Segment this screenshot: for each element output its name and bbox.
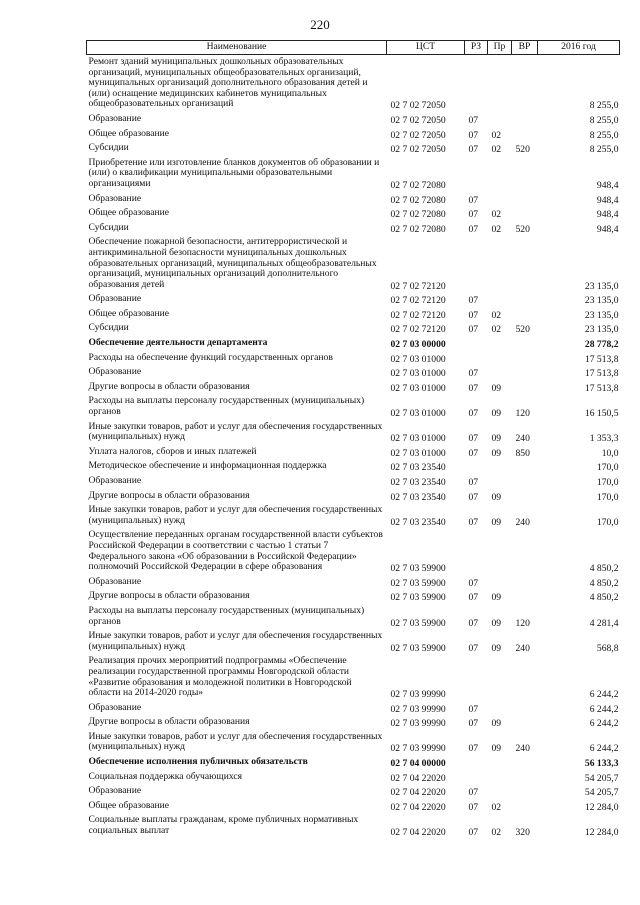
cell-name: Субсидии (88, 142, 129, 154)
cell-pr: 09 (491, 743, 502, 755)
cell-sum: 17 513,8 (584, 368, 619, 380)
cell-pr (488, 784, 512, 799)
cell-cst: 02 7 03 59900 (390, 577, 446, 589)
table-row (87, 206, 620, 221)
cell-rz: 07 (468, 447, 479, 459)
cell-cst: 02 7 02 72120 (390, 280, 446, 292)
table-row (87, 503, 620, 528)
cell-name: Социальная поддержка обучающихся (88, 770, 243, 782)
cell-name: Иные закупки товаров, работ и услуг для обеспечения государственных (муниципальных) нужд (88, 420, 383, 443)
cell-name: Образование (88, 701, 142, 713)
cell-rz (465, 55, 488, 112)
table-row (87, 459, 620, 474)
cell-vr: 520 (515, 144, 530, 156)
cell-pr (488, 701, 512, 716)
cell-vr (512, 474, 538, 489)
cell-cst: 02 7 03 59900 (390, 563, 446, 575)
cell-rz: 07 (468, 114, 479, 126)
cell-cst: 02 7 02 72050 (390, 129, 446, 141)
table-row (87, 770, 620, 785)
cell-pr: 02 (491, 309, 502, 321)
cell-rz (465, 528, 488, 574)
table-body (87, 55, 620, 839)
cell-cst: 02 7 03 01000 (390, 447, 446, 459)
cell-cst: 02 7 04 22020 (390, 827, 446, 839)
cell-sum: 948,4 (596, 209, 619, 221)
cell-sum: 8 255,0 (589, 114, 619, 126)
table-row (87, 307, 620, 322)
cell-name: Субсидии (88, 322, 129, 334)
table-row (87, 235, 620, 292)
cell-rz: 07 (468, 295, 479, 307)
cell-cst: 02 7 02 72080 (390, 209, 446, 221)
cell-vr: 240 (515, 642, 530, 654)
cell-cst: 02 7 03 23540 (390, 462, 446, 474)
cell-sum: 1 353,3 (589, 433, 619, 445)
cell-vr (512, 235, 538, 292)
table-row (87, 141, 620, 156)
table-row (87, 604, 620, 629)
cell-cst: 02 7 02 72080 (390, 194, 446, 206)
cell-sum: 568,8 (596, 642, 619, 654)
cell-cst: 02 7 03 59900 (390, 642, 446, 654)
cell-sum: 17 513,8 (584, 353, 619, 365)
cell-sum: 170,0 (596, 477, 619, 488)
table-row (87, 589, 620, 604)
cell-name: Иные закупки товаров, работ и услуг для обеспечения государственных (муниципальных) нужд (88, 504, 383, 526)
cell-vr (512, 336, 538, 351)
cell-name: Общее образование (88, 307, 170, 319)
cell-cst: 02 7 03 23540 (390, 477, 446, 488)
cell-pr: 02 (491, 223, 502, 235)
cell-sum: 4 850,2 (589, 563, 619, 575)
cell-sum: 8 255,0 (589, 144, 619, 156)
cell-name: Осуществление переданных органам государственной власти субъектов Российской Федерации в соответствии с частью 1 статьи 7 Федерального закона «Об образовании в Российской Федерации» полномочий Российской Федерации в сфере образования (88, 529, 383, 573)
table-row (87, 755, 620, 770)
cell-name: Общее образование (88, 207, 170, 219)
table-row (87, 813, 620, 838)
cell-sum: 6 244,2 (589, 743, 619, 755)
cell-name: Методическое обеспечение и информационная поддержка (88, 460, 327, 472)
budget-table (86, 40, 620, 839)
cell-pr (488, 459, 512, 474)
cell-rz: 07 (468, 324, 479, 336)
cell-vr (512, 654, 538, 700)
cell-pr (488, 235, 512, 292)
cell-cst: 02 7 03 01000 (390, 382, 446, 394)
cell-cst: 02 7 03 99990 (390, 689, 446, 701)
cell-pr (488, 654, 512, 700)
cell-sum: 12 284,0 (584, 801, 619, 813)
cell-cst: 02 7 04 22020 (390, 801, 446, 813)
table-row (87, 336, 620, 351)
cell-vr (512, 127, 538, 142)
cell-pr: 02 (491, 827, 502, 839)
cell-sum: 23 135,0 (584, 280, 619, 292)
cell-sum: 8 255,0 (589, 129, 619, 141)
cell-rz: 07 (468, 309, 479, 321)
cell-pr: 09 (491, 447, 502, 459)
cell-rz: 07 (468, 129, 479, 141)
cell-name: Расходы на выплаты персоналу государственных (муниципальных) органов (88, 604, 365, 627)
cell-name: Расходы на выплаты персоналу государственных (муниципальных) органов (88, 395, 365, 418)
cell-name: Общее образование (88, 799, 170, 811)
table-row (87, 629, 620, 654)
cell-cst: 02 7 03 23540 (390, 491, 446, 503)
table-row (87, 292, 620, 307)
cell-vr (512, 351, 538, 366)
cell-pr (488, 755, 512, 770)
cell-name: Обеспечение исполнения публичных обязательств (88, 756, 308, 768)
cell-pr (488, 528, 512, 574)
table-row (87, 394, 620, 419)
cell-pr: 02 (491, 209, 502, 221)
table-row (87, 701, 620, 716)
cell-pr (488, 575, 512, 590)
cell-sum: 170,0 (596, 516, 619, 528)
cell-pr: 09 (491, 516, 502, 528)
cell-rz: 07 (468, 491, 479, 503)
header-year: 2016 год (538, 41, 620, 55)
cell-cst: 02 7 03 01000 (390, 408, 446, 420)
cell-sum: 170,0 (596, 491, 619, 503)
cell-rz (465, 755, 488, 770)
cell-cst: 02 7 03 23540 (390, 516, 446, 528)
cell-name: Образование (88, 475, 142, 486)
cell-pr (488, 156, 512, 192)
cell-vr (512, 755, 538, 770)
cell-name: Образование (88, 366, 142, 378)
cell-pr: 09 (491, 617, 502, 629)
header-rz: РЗ (465, 41, 488, 55)
cell-vr (512, 380, 538, 395)
table-row (87, 654, 620, 700)
cell-name: Уплата налогов, сборов и иных платежей (88, 445, 257, 457)
cell-cst: 02 7 02 72120 (390, 309, 446, 321)
cell-name: Образование (88, 192, 142, 204)
cell-vr (512, 528, 538, 574)
cell-name: Другие вопросы в области образования (88, 716, 250, 728)
cell-pr: 09 (491, 718, 502, 730)
cell-rz: 07 (468, 408, 479, 420)
table-row (87, 55, 620, 112)
cell-rz (465, 156, 488, 192)
cell-cst: 02 7 03 01000 (390, 353, 446, 365)
cell-rz: 07 (468, 827, 479, 839)
cell-vr (512, 701, 538, 716)
cell-rz: 07 (468, 592, 479, 604)
cell-pr: 09 (491, 642, 502, 654)
cell-vr: 240 (515, 743, 530, 755)
page-number: 220 (310, 17, 330, 32)
cell-name: Другие вопросы в области образования (88, 590, 250, 602)
cell-vr (512, 489, 538, 504)
cell-sum: 8 255,0 (589, 100, 619, 112)
cell-cst: 02 7 03 99990 (390, 743, 446, 755)
cell-name: Социальные выплаты гражданам, кроме публичных нормативных социальных выплат (88, 814, 359, 837)
cell-vr (512, 589, 538, 604)
cell-sum: 948,4 (596, 194, 619, 206)
cell-cst: 02 7 02 72120 (390, 324, 446, 336)
cell-rz: 07 (468, 787, 479, 799)
cell-name: Реализация прочих мероприятий подпрограммы «Обеспечение реализации государственной программы Новгородской области «Развитие образования и молодежной политики в Новгородской области на 2014-2020 годы» (88, 655, 352, 699)
cell-vr: 320 (515, 827, 530, 839)
cell-vr: 520 (515, 324, 530, 336)
cell-sum: 12 284,0 (584, 827, 619, 839)
cell-cst: 02 7 03 00000 (390, 339, 446, 351)
cell-vr (512, 192, 538, 207)
table-row (87, 575, 620, 590)
cell-cst: 02 7 04 22020 (390, 787, 446, 799)
cell-pr (488, 351, 512, 366)
cell-sum: 23 135,0 (584, 295, 619, 307)
cell-name: Образование (88, 112, 142, 124)
cell-rz: 07 (468, 617, 479, 629)
table-row (87, 420, 620, 445)
cell-vr: 240 (515, 516, 530, 528)
cell-cst: 02 7 02 72120 (390, 295, 446, 307)
table-row (87, 156, 620, 192)
table-row (87, 489, 620, 504)
cell-rz: 07 (468, 801, 479, 813)
cell-cst: 02 7 02 72050 (390, 114, 446, 126)
cell-rz: 07 (468, 477, 479, 488)
cell-sum: 17 513,8 (584, 382, 619, 394)
cell-rz: 07 (468, 144, 479, 156)
cell-rz: 07 (468, 577, 479, 589)
cell-sum: 16 150,5 (584, 408, 619, 420)
table-row (87, 784, 620, 799)
cell-rz: 07 (468, 368, 479, 380)
cell-sum: 23 135,0 (584, 309, 619, 321)
cell-rz (465, 235, 488, 292)
cell-rz: 07 (468, 516, 479, 528)
cell-pr: 09 (491, 433, 502, 445)
cell-sum: 4 850,2 (589, 592, 619, 604)
cell-pr: 09 (491, 408, 502, 420)
cell-cst: 02 7 02 72080 (390, 179, 446, 191)
cell-sum: 56 133,3 (584, 758, 619, 770)
cell-cst: 02 7 04 22020 (390, 772, 446, 784)
cell-name: Обеспечение пожарной безопасности, антитеррористической и антикриминальной безопасности муниципальных дошкольных образовательных организаций, муниципальных общеобразовательных организаций, муниципальных организаций дополнительного образования детей (88, 236, 377, 290)
cell-cst: 02 7 03 01000 (390, 368, 446, 380)
cell-rz: 07 (468, 718, 479, 730)
cell-sum: 6 244,2 (589, 703, 619, 715)
cell-name: Обеспечение деятельности департамента (88, 337, 268, 349)
cell-name: Образование (88, 575, 142, 587)
cell-vr (512, 55, 538, 112)
table-row (87, 112, 620, 127)
table-row (87, 127, 620, 142)
table-row (87, 528, 620, 574)
cell-vr: 520 (515, 223, 530, 235)
cell-pr: 02 (491, 144, 502, 156)
table-row (87, 380, 620, 395)
header-pr: Пр (488, 41, 512, 55)
cell-rz (465, 351, 488, 366)
cell-sum: 10,0 (601, 447, 619, 459)
table-row (87, 799, 620, 814)
table-row (87, 351, 620, 366)
cell-name: Иные закупки товаров, работ и услуг для обеспечения государственных (муниципальных) нужд (88, 730, 383, 753)
cell-vr (512, 799, 538, 814)
cell-rz: 07 (468, 382, 479, 394)
cell-pr (488, 55, 512, 112)
cell-rz (465, 459, 488, 474)
cell-cst: 02 7 03 99990 (390, 718, 446, 730)
cell-sum: 28 778,2 (584, 339, 619, 351)
cell-pr: 02 (491, 324, 502, 336)
header-name: Наименование (87, 41, 387, 55)
cell-vr: 120 (515, 617, 530, 629)
cell-pr (488, 192, 512, 207)
cell-rz: 07 (468, 194, 479, 206)
cell-pr: 09 (491, 592, 502, 604)
cell-sum: 4 850,2 (589, 577, 619, 589)
table-row (87, 445, 620, 460)
cell-vr (512, 770, 538, 785)
cell-cst: 02 7 03 59900 (390, 592, 446, 604)
cell-rz (465, 336, 488, 351)
cell-vr: 240 (515, 433, 530, 445)
cell-vr: 120 (515, 408, 530, 420)
table-row (87, 715, 620, 730)
cell-vr: 850 (515, 447, 530, 459)
cell-vr (512, 156, 538, 192)
cell-rz: 07 (468, 433, 479, 445)
cell-pr: 02 (491, 129, 502, 141)
cell-pr (488, 474, 512, 489)
cell-vr (512, 365, 538, 380)
table-row (87, 192, 620, 207)
cell-sum: 54 205,7 (584, 772, 619, 784)
cell-rz: 07 (468, 209, 479, 221)
cell-pr (488, 336, 512, 351)
table-row (87, 321, 620, 336)
cell-vr (512, 307, 538, 322)
cell-name: Образование (88, 785, 142, 797)
cell-sum: 54 205,7 (584, 787, 619, 799)
cell-cst: 02 7 02 72080 (390, 223, 446, 235)
cell-rz (465, 654, 488, 700)
cell-pr (488, 770, 512, 785)
cell-vr (512, 715, 538, 730)
cell-pr (488, 365, 512, 380)
cell-rz: 07 (468, 223, 479, 235)
cell-rz: 07 (468, 642, 479, 654)
cell-name: Расходы на обеспечение функций государственных органов (88, 351, 333, 363)
cell-pr: 09 (491, 491, 502, 503)
cell-sum: 4 281,4 (589, 617, 619, 629)
cell-sum: 23 135,0 (584, 324, 619, 336)
cell-cst: 02 7 03 01000 (390, 433, 446, 445)
cell-rz (465, 770, 488, 785)
cell-name: Иные закупки товаров, работ и услуг для обеспечения государственных (муниципальных) нужд (88, 630, 383, 652)
cell-cst: 02 7 02 72050 (390, 100, 446, 112)
cell-name: Ремонт зданий муниципальных дошкольных образовательных организаций, муниципальных общеобразовательных организаций, муниципальных организаций дополнительного образования детей и (или) оснащение медицинских кабинетов муниципальных общеобразовательных организаций (88, 56, 368, 110)
cell-sum: 948,4 (596, 223, 619, 235)
cell-sum: 170,0 (596, 462, 619, 474)
cell-vr (512, 206, 538, 221)
cell-sum: 6 244,2 (589, 718, 619, 730)
cell-sum: 948,4 (596, 179, 619, 191)
header-vr: ВР (512, 41, 538, 55)
cell-sum: 6 244,2 (589, 689, 619, 701)
cell-cst: 02 7 03 59900 (390, 617, 446, 629)
cell-pr: 09 (491, 382, 502, 394)
cell-vr (512, 459, 538, 474)
table-row (87, 474, 620, 489)
cell-pr (488, 292, 512, 307)
cell-name: Другие вопросы в области образования (88, 380, 250, 392)
cell-vr (512, 784, 538, 799)
table-row (87, 730, 620, 755)
cell-cst: 02 7 03 99990 (390, 703, 446, 715)
cell-cst: 02 7 02 72050 (390, 144, 446, 156)
header-cst: ЦСТ (387, 41, 465, 55)
cell-name: Другие вопросы в области образования (88, 489, 250, 501)
table-header-row (87, 41, 620, 55)
cell-name: Общее образование (88, 127, 170, 139)
table-row (87, 221, 620, 236)
table-row (87, 365, 620, 380)
cell-cst: 02 7 04 00000 (390, 758, 446, 770)
cell-rz: 07 (468, 703, 479, 715)
cell-pr: 02 (491, 801, 502, 813)
cell-vr (512, 292, 538, 307)
cell-vr (512, 575, 538, 590)
cell-rz: 07 (468, 743, 479, 755)
cell-name: Образование (88, 293, 142, 305)
cell-name: Приобретение или изготовление бланков документов об образовании и (или) о квалификации муниципальными образовательными организациями (88, 156, 380, 189)
cell-vr (512, 112, 538, 127)
cell-name: Субсидии (88, 221, 129, 233)
cell-pr (488, 112, 512, 127)
